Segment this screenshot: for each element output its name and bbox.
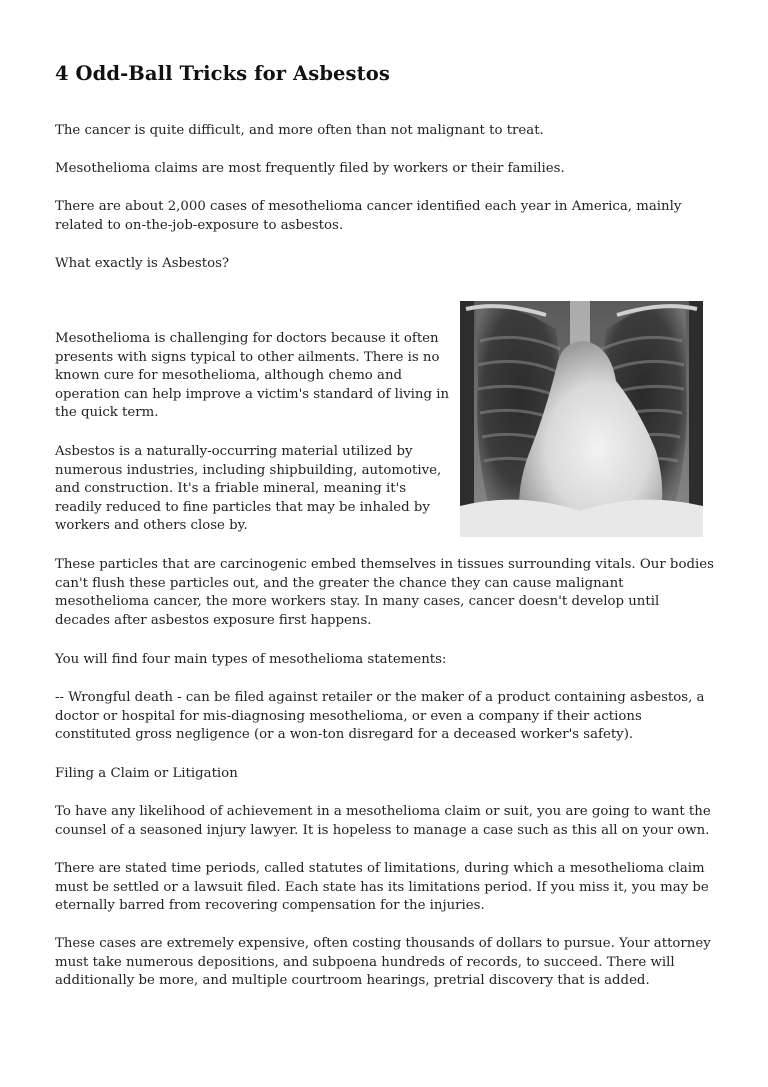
paragraph-9: -- Wrongful death - can be filed against retailer or the maker of a product containing asbestos, a doctor or hospital for mis-diagnosing mesothelioma, or even a company if their actions constituted gross negligence (or a won-ton disregard for a deceased worker's safety). — [55, 690, 705, 743]
chest-xray-icon — [460, 301, 703, 537]
paragraph-2: Mesothelioma claims are most frequently filed by workers or their families. — [55, 161, 565, 176]
paragraph-10: Filing a Claim or Litigation — [55, 766, 238, 781]
page-title: 4 Odd-Ball Tricks for Asbestos — [55, 62, 390, 85]
paragraph-1: The cancer is quite difficult, and more often than not malignant to treat. — [55, 123, 544, 138]
paragraph-5: Mesothelioma is challenging for doctors because it often presents with signs typical to other ailments. There is no known cure for mesothelioma, although chemo and operation can help improve a victim's standard of living in the quick term. — [55, 331, 450, 421]
paragraph-7: These particles that are carcinogenic embed themselves in tissues surrounding vitals. Our bodies can't flush these particles out, and the greater the chance they can cause malignant mesothelioma cancer, the more workers stay. In many cases, cancer doesn't develop until decades after asbestos exposure first happens. — [55, 557, 714, 628]
paragraph-11: To have any likelihood of achievement in a mesothelioma claim or suit, you are going to want the counsel of a seasoned injury lawyer. It is hopeless to manage a case such as this all on your own. — [55, 804, 711, 838]
paragraph-4: What exactly is Asbestos? — [55, 256, 230, 271]
paragraph-12: There are stated time periods, called statutes of limitations, during which a mesothelioma claim must be settled or a lawsuit filed. Each state has its limitations period. If you miss it, you may be eternally barred from recovering compensation for the injuries. — [55, 861, 709, 914]
paragraph-8: You will find four main types of mesothelioma statements: — [55, 652, 447, 667]
chest-xray-image — [460, 301, 703, 537]
paragraph-6: Asbestos is a naturally-occurring material utilized by numerous industries, including shipbuilding, automotive, and construction. It's a friable mineral, meaning it's readily reduced to fine particles that may be inhaled by workers and others close by. — [55, 444, 442, 534]
paragraph-13: These cases are extremely expensive, often costing thousands of dollars to pursue. Your attorney must take numerous depositions, and subpoena hundreds of records, to succeed. There will additionally be more, and multiple courtroom hearings, pretrial discovery that is added. — [55, 936, 711, 989]
paragraph-3: There are about 2,000 cases of mesothelioma cancer identified each year in America, mainly related to on-the-job-exposure to asbestos. — [55, 199, 682, 233]
